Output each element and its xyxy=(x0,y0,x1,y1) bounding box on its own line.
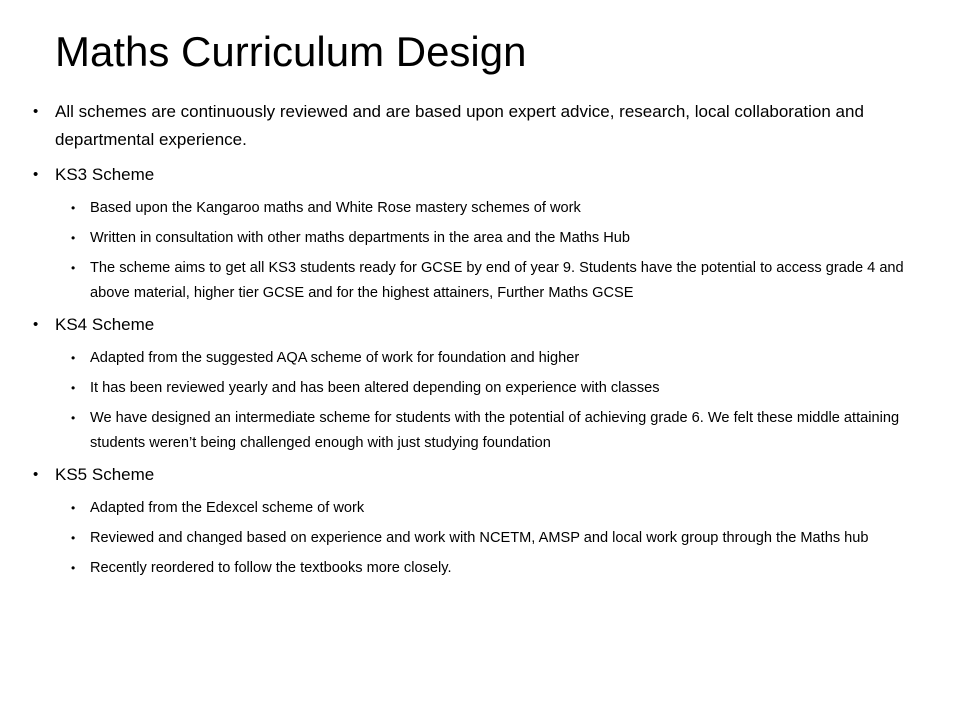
list-item-text: We have designed an intermediate scheme for students with the potential of achieving grade 6. We felt these middle attaining students weren’t being challenged enough with just studying foundation xyxy=(90,410,900,451)
list-item xyxy=(33,556,933,581)
list-item xyxy=(33,526,933,551)
slide-title: Maths Curriculum Design xyxy=(55,28,527,75)
bullet-icon: • xyxy=(71,411,76,425)
list-item-text: It has been reviewed yearly and has been altered depending on experience with classes xyxy=(90,380,660,396)
bullet-icon: • xyxy=(33,166,39,183)
bullet-icon: • xyxy=(71,351,76,365)
list-item xyxy=(33,406,933,456)
list-item xyxy=(33,496,933,521)
section-ks3 xyxy=(33,161,933,306)
list-item-text: The scheme aims to get all KS3 students ready for GCSE by end of year 9. Students have the potential to access grade 4 and above material, higher tier GCSE and for the highest attainers, Further Maths GCSE xyxy=(90,260,904,301)
list-item-text: Written in consultation with other maths departments in the area and the Maths Hub xyxy=(90,230,630,246)
list-item-text: Reviewed and changed based on experience and work with NCETM, AMSP and local work group through the Maths hub xyxy=(90,530,869,546)
bullet-icon: • xyxy=(33,316,39,333)
bullet-icon: • xyxy=(71,261,76,275)
section-heading xyxy=(33,461,933,489)
list-item xyxy=(33,376,933,401)
slide-content xyxy=(33,98,933,586)
section-heading xyxy=(33,311,933,339)
list-item-text: Based upon the Kangaroo maths and White Rose mastery schemes of work xyxy=(90,200,581,216)
bullet-icon: • xyxy=(71,531,76,545)
list-item xyxy=(33,196,933,221)
section-heading xyxy=(33,161,933,189)
list-item-text: Adapted from the suggested AQA scheme of work for foundation and higher xyxy=(90,350,580,366)
intro-bullet xyxy=(33,98,933,154)
bullet-icon: • xyxy=(71,201,76,215)
section-heading-text: KS3 Scheme xyxy=(55,165,155,184)
section-ks4 xyxy=(33,311,933,456)
list-item xyxy=(33,226,933,251)
section-ks5 xyxy=(33,461,933,581)
bullet-icon: • xyxy=(71,561,76,575)
list-item xyxy=(33,346,933,371)
list-item xyxy=(33,256,933,306)
section-heading-text: KS4 Scheme xyxy=(55,315,155,334)
list-item-text: Adapted from the Edexcel scheme of work xyxy=(90,500,365,516)
intro-text: All schemes are continuously reviewed and are based upon expert advice, research, local collaboration and departmental experience. xyxy=(55,102,864,149)
bullet-icon: • xyxy=(71,381,76,395)
bullet-icon: • xyxy=(33,466,39,483)
list-item-text: Recently reordered to follow the textbooks more closely. xyxy=(90,560,452,576)
bullet-icon: • xyxy=(71,231,76,245)
section-heading-text: KS5 Scheme xyxy=(55,465,155,484)
bullet-icon: • xyxy=(71,501,76,515)
bullet-icon: • xyxy=(33,103,39,120)
